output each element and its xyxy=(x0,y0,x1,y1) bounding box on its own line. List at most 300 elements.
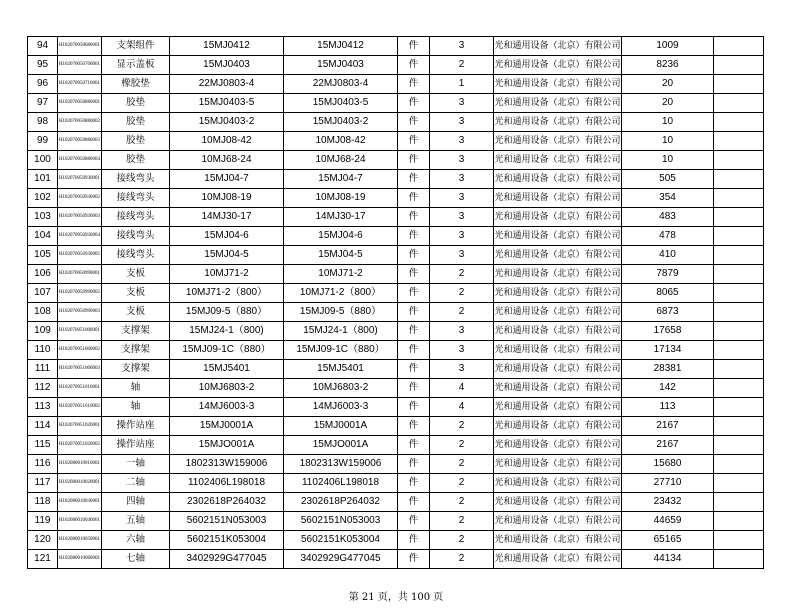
material-code-cell: H102070050700001 xyxy=(58,56,102,75)
unit-cell: 件 xyxy=(398,227,430,246)
note-cell xyxy=(714,512,764,531)
table-row xyxy=(28,398,764,417)
item-name-cell: 五轴 xyxy=(102,512,170,531)
table-row xyxy=(28,132,764,151)
unit-cell: 件 xyxy=(398,151,430,170)
note-cell xyxy=(714,550,764,569)
drawing-number-cell: 15MJ09-1C（880） xyxy=(284,341,398,360)
note-cell xyxy=(714,56,764,75)
drawing-number-cell: 22MJ0803-4 xyxy=(284,75,398,94)
drawing-number-cell: 10MJ71-2 xyxy=(284,265,398,284)
table-row xyxy=(28,113,764,132)
row-number-cell: 109 xyxy=(28,322,58,341)
quantity-cell: 2 xyxy=(430,436,494,455)
unit-cell: 件 xyxy=(398,170,430,189)
material-code-cell: H102070050930003 xyxy=(58,208,102,227)
vendor-cell: 光和通用设备（北京）有限公司 xyxy=(494,417,622,436)
vendor-cell: 光和通用设备（北京）有限公司 xyxy=(494,474,622,493)
spec-cell: 10MJ08-19 xyxy=(170,189,284,208)
table-row xyxy=(28,531,764,550)
item-name-cell: 支撑架 xyxy=(102,360,170,379)
material-code-cell: H102070051000002 xyxy=(58,341,102,360)
vendor-cell: 光和通用设备（北京）有限公司 xyxy=(494,75,622,94)
unit-cell: 件 xyxy=(398,189,430,208)
unit-cell: 件 xyxy=(398,417,430,436)
table-row xyxy=(28,360,764,379)
spec-cell: 10MJ71-2 xyxy=(170,265,284,284)
item-name-cell: 二轴 xyxy=(102,474,170,493)
material-code-cell: H102070050990002 xyxy=(58,284,102,303)
material-code-cell: H102080010020001 xyxy=(58,474,102,493)
amount-cell: 17658 xyxy=(622,322,714,341)
row-number-cell: 99 xyxy=(28,132,58,151)
spec-cell: 10MJ08-42 xyxy=(170,132,284,151)
vendor-cell: 光和通用设备（北京）有限公司 xyxy=(494,227,622,246)
amount-cell: 478 xyxy=(622,227,714,246)
table-row xyxy=(28,512,764,531)
item-name-cell: 接线弯头 xyxy=(102,189,170,208)
drawing-number-cell: 15MJ0403 xyxy=(284,56,398,75)
material-code-cell: H102070051000001 xyxy=(58,322,102,341)
vendor-cell: 光和通用设备（北京）有限公司 xyxy=(494,265,622,284)
item-name-cell: 支撑架 xyxy=(102,341,170,360)
amount-cell: 6873 xyxy=(622,303,714,322)
note-cell xyxy=(714,474,764,493)
item-name-cell: 四轴 xyxy=(102,493,170,512)
item-name-cell: 支架组件 xyxy=(102,37,170,56)
item-name-cell: 轴 xyxy=(102,398,170,417)
unit-cell: 件 xyxy=(398,455,430,474)
row-number-cell: 97 xyxy=(28,94,58,113)
note-cell xyxy=(714,75,764,94)
table-row xyxy=(28,455,764,474)
vendor-cell: 光和通用设备（北京）有限公司 xyxy=(494,189,622,208)
spec-cell: 15MJO001A xyxy=(170,436,284,455)
amount-cell: 20 xyxy=(622,94,714,113)
quantity-cell: 4 xyxy=(430,379,494,398)
material-code-cell: H102080010050001 xyxy=(58,531,102,550)
row-number-cell: 96 xyxy=(28,75,58,94)
note-cell xyxy=(714,94,764,113)
item-name-cell: 橡胶垫 xyxy=(102,75,170,94)
table-row xyxy=(28,379,764,398)
item-name-cell: 七轴 xyxy=(102,550,170,569)
table-row xyxy=(28,189,764,208)
amount-cell: 113 xyxy=(622,398,714,417)
amount-cell: 44134 xyxy=(622,550,714,569)
item-name-cell: 操作站座 xyxy=(102,436,170,455)
item-name-cell: 胶垫 xyxy=(102,113,170,132)
quantity-cell: 3 xyxy=(430,189,494,208)
material-code-cell: H102070050990003 xyxy=(58,303,102,322)
amount-cell: 1009 xyxy=(622,37,714,56)
note-cell xyxy=(714,113,764,132)
note-cell xyxy=(714,37,764,56)
unit-cell: 件 xyxy=(398,303,430,322)
drawing-number-cell: 10MJ08-19 xyxy=(284,189,398,208)
vendor-cell: 光和通用设备（北京）有限公司 xyxy=(494,132,622,151)
unit-cell: 件 xyxy=(398,474,430,493)
amount-cell: 44659 xyxy=(622,512,714,531)
note-cell xyxy=(714,417,764,436)
amount-cell: 10 xyxy=(622,132,714,151)
material-code-cell: H102070051020002 xyxy=(58,436,102,455)
vendor-cell: 光和通用设备（北京）有限公司 xyxy=(494,37,622,56)
quantity-cell: 3 xyxy=(430,151,494,170)
vendor-cell: 光和通用设备（北京）有限公司 xyxy=(494,436,622,455)
row-number-cell: 116 xyxy=(28,455,58,474)
drawing-number-cell: 15MJ04-6 xyxy=(284,227,398,246)
item-name-cell: 显示盖板 xyxy=(102,56,170,75)
quantity-cell: 3 xyxy=(430,132,494,151)
note-cell xyxy=(714,455,764,474)
material-code-cell: H102070050930002 xyxy=(58,189,102,208)
quantity-cell: 3 xyxy=(430,341,494,360)
amount-cell: 10 xyxy=(622,151,714,170)
vendor-cell: 光和通用设备（北京）有限公司 xyxy=(494,398,622,417)
item-name-cell: 一轴 xyxy=(102,455,170,474)
row-number-cell: 112 xyxy=(28,379,58,398)
vendor-cell: 光和通用设备（北京）有限公司 xyxy=(494,170,622,189)
unit-cell: 件 xyxy=(398,113,430,132)
spec-cell: 3402929G477045 xyxy=(170,550,284,569)
row-number-cell: 107 xyxy=(28,284,58,303)
row-number-cell: 106 xyxy=(28,265,58,284)
drawing-number-cell: 14MJ30-17 xyxy=(284,208,398,227)
note-cell xyxy=(714,227,764,246)
spec-cell: 10MJ6803-2 xyxy=(170,379,284,398)
unit-cell: 件 xyxy=(398,550,430,569)
amount-cell: 483 xyxy=(622,208,714,227)
vendor-cell: 光和通用设备（北京）有限公司 xyxy=(494,94,622,113)
spec-cell: 14MJ30-17 xyxy=(170,208,284,227)
note-cell xyxy=(714,189,764,208)
table-row xyxy=(28,227,764,246)
quantity-cell: 3 xyxy=(430,170,494,189)
row-number-cell: 101 xyxy=(28,170,58,189)
note-cell xyxy=(714,246,764,265)
drawing-number-cell: 15MJ5401 xyxy=(284,360,398,379)
page-footer: 第 21 页，共 100 页 xyxy=(348,592,444,603)
drawing-number-cell: 15MJ04-5 xyxy=(284,246,398,265)
item-name-cell: 接线弯头 xyxy=(102,208,170,227)
material-code-cell: H102070051010002 xyxy=(58,398,102,417)
row-number-cell: 115 xyxy=(28,436,58,455)
note-cell xyxy=(714,284,764,303)
row-number-cell: 118 xyxy=(28,493,58,512)
drawing-number-cell: 3402929G477045 xyxy=(284,550,398,569)
quantity-cell: 2 xyxy=(430,531,494,550)
vendor-cell: 光和通用设备（北京）有限公司 xyxy=(494,303,622,322)
material-code-cell: H102070050930001 xyxy=(58,170,102,189)
table-row xyxy=(28,436,764,455)
unit-cell: 件 xyxy=(398,208,430,227)
amount-cell: 410 xyxy=(622,246,714,265)
drawing-number-cell: 2302618P264032 xyxy=(284,493,398,512)
quantity-cell: 2 xyxy=(430,303,494,322)
note-cell xyxy=(714,265,764,284)
item-name-cell: 六轴 xyxy=(102,531,170,550)
spec-cell: 15MJ0412 xyxy=(170,37,284,56)
quantity-cell: 3 xyxy=(430,208,494,227)
vendor-cell: 光和通用设备（北京）有限公司 xyxy=(494,360,622,379)
table-row xyxy=(28,56,764,75)
row-number-cell: 103 xyxy=(28,208,58,227)
item-name-cell: 胶垫 xyxy=(102,94,170,113)
amount-cell: 7879 xyxy=(622,265,714,284)
quantity-cell: 3 xyxy=(430,360,494,379)
table-row xyxy=(28,322,764,341)
amount-cell: 354 xyxy=(622,189,714,208)
note-cell xyxy=(714,132,764,151)
note-cell xyxy=(714,493,764,512)
quantity-cell: 3 xyxy=(430,113,494,132)
spec-cell: 1102406L198018 xyxy=(170,474,284,493)
quantity-cell: 3 xyxy=(430,322,494,341)
table-row xyxy=(28,284,764,303)
row-number-cell: 110 xyxy=(28,341,58,360)
drawing-number-cell: 5602151N053003 xyxy=(284,512,398,531)
drawing-number-cell: 5602151K053004 xyxy=(284,531,398,550)
row-number-cell: 98 xyxy=(28,113,58,132)
unit-cell: 件 xyxy=(398,94,430,113)
unit-cell: 件 xyxy=(398,379,430,398)
amount-cell: 15680 xyxy=(622,455,714,474)
note-cell xyxy=(714,398,764,417)
quantity-cell: 2 xyxy=(430,265,494,284)
drawing-number-cell: 15MJO001A xyxy=(284,436,398,455)
drawing-number-cell: 15MJ0412 xyxy=(284,37,398,56)
table-row xyxy=(28,94,764,113)
row-number-cell: 95 xyxy=(28,56,58,75)
inventory-table xyxy=(27,36,764,569)
spec-cell: 15MJ04-5 xyxy=(170,246,284,265)
quantity-cell: 3 xyxy=(430,94,494,113)
quantity-cell: 2 xyxy=(430,493,494,512)
vendor-cell: 光和通用设备（北京）有限公司 xyxy=(494,493,622,512)
unit-cell: 件 xyxy=(398,398,430,417)
spec-cell: 15MJ24-1（800) xyxy=(170,322,284,341)
note-cell xyxy=(714,341,764,360)
spec-cell: 1802313W159006 xyxy=(170,455,284,474)
note-cell xyxy=(714,436,764,455)
material-code-cell: H102080010030001 xyxy=(58,493,102,512)
material-code-cell: H102080010010001 xyxy=(58,455,102,474)
quantity-cell: 3 xyxy=(430,246,494,265)
unit-cell: 件 xyxy=(398,246,430,265)
table-row xyxy=(28,303,764,322)
quantity-cell: 4 xyxy=(430,398,494,417)
drawing-number-cell: 10MJ68-24 xyxy=(284,151,398,170)
amount-cell: 27710 xyxy=(622,474,714,493)
table-body xyxy=(28,37,764,569)
amount-cell: 2167 xyxy=(622,436,714,455)
note-cell xyxy=(714,170,764,189)
table-row xyxy=(28,37,764,56)
material-code-cell: H102070050880003 xyxy=(58,132,102,151)
amount-cell: 8065 xyxy=(622,284,714,303)
quantity-cell: 1 xyxy=(430,75,494,94)
vendor-cell: 光和通用设备（北京）有限公司 xyxy=(494,208,622,227)
material-code-cell: H102080010040001 xyxy=(58,512,102,531)
vendor-cell: 光和通用设备（北京）有限公司 xyxy=(494,246,622,265)
item-name-cell: 操作站座 xyxy=(102,417,170,436)
material-code-cell: H102070050710001 xyxy=(58,75,102,94)
row-number-cell: 94 xyxy=(28,37,58,56)
drawing-number-cell: 15MJ0403-2 xyxy=(284,113,398,132)
note-cell xyxy=(714,303,764,322)
row-number-cell: 113 xyxy=(28,398,58,417)
vendor-cell: 光和通用设备（北京）有限公司 xyxy=(494,113,622,132)
drawing-number-cell: 14MJ6003-3 xyxy=(284,398,398,417)
vendor-cell: 光和通用设备（北京）有限公司 xyxy=(494,531,622,550)
amount-cell: 65165 xyxy=(622,531,714,550)
spec-cell: 5602151K053004 xyxy=(170,531,284,550)
material-code-cell: H102070051010001 xyxy=(58,379,102,398)
quantity-cell: 2 xyxy=(430,455,494,474)
vendor-cell: 光和通用设备（北京）有限公司 xyxy=(494,455,622,474)
note-cell xyxy=(714,531,764,550)
vendor-cell: 光和通用设备（北京）有限公司 xyxy=(494,379,622,398)
row-number-cell: 100 xyxy=(28,151,58,170)
note-cell xyxy=(714,208,764,227)
spec-cell: 15MJ0403 xyxy=(170,56,284,75)
amount-cell: 2167 xyxy=(622,417,714,436)
quantity-cell: 2 xyxy=(430,284,494,303)
table-row xyxy=(28,265,764,284)
unit-cell: 件 xyxy=(398,512,430,531)
row-number-cell: 104 xyxy=(28,227,58,246)
spec-cell: 22MJ0803-4 xyxy=(170,75,284,94)
material-code-cell: H102070050990001 xyxy=(58,265,102,284)
note-cell xyxy=(714,360,764,379)
table-row xyxy=(28,75,764,94)
unit-cell: 件 xyxy=(398,132,430,151)
drawing-number-cell: 10MJ6803-2 xyxy=(284,379,398,398)
row-number-cell: 119 xyxy=(28,512,58,531)
quantity-cell: 2 xyxy=(430,417,494,436)
amount-cell: 505 xyxy=(622,170,714,189)
spec-cell: 14MJ6003-3 xyxy=(170,398,284,417)
row-number-cell: 114 xyxy=(28,417,58,436)
material-code-cell: H102070050930004 xyxy=(58,227,102,246)
spec-cell: 15MJ0403-5 xyxy=(170,94,284,113)
table-row xyxy=(28,246,764,265)
spec-cell: 10MJ68-24 xyxy=(170,151,284,170)
unit-cell: 件 xyxy=(398,37,430,56)
unit-cell: 件 xyxy=(398,75,430,94)
drawing-number-cell: 1802313W159006 xyxy=(284,455,398,474)
item-name-cell: 支板 xyxy=(102,265,170,284)
item-name-cell: 接线弯头 xyxy=(102,227,170,246)
note-cell xyxy=(714,379,764,398)
quantity-cell: 3 xyxy=(430,227,494,246)
amount-cell: 20 xyxy=(622,75,714,94)
quantity-cell: 2 xyxy=(430,550,494,569)
spec-cell: 2302618P264032 xyxy=(170,493,284,512)
unit-cell: 件 xyxy=(398,265,430,284)
row-number-cell: 117 xyxy=(28,474,58,493)
drawing-number-cell: 15MJ09-5（880） xyxy=(284,303,398,322)
table-row xyxy=(28,170,764,189)
row-number-cell: 108 xyxy=(28,303,58,322)
quantity-cell: 2 xyxy=(430,56,494,75)
drawing-number-cell: 10MJ08-42 xyxy=(284,132,398,151)
spec-cell: 15MJ5401 xyxy=(170,360,284,379)
amount-cell: 28381 xyxy=(622,360,714,379)
table-row xyxy=(28,208,764,227)
item-name-cell: 接线弯头 xyxy=(102,246,170,265)
spec-cell: 5602151N053003 xyxy=(170,512,284,531)
drawing-number-cell: 15MJ24-1（800) xyxy=(284,322,398,341)
spec-cell: 15MJ09-1C（880） xyxy=(170,341,284,360)
drawing-number-cell: 10MJ71-2（800） xyxy=(284,284,398,303)
item-name-cell: 胶垫 xyxy=(102,132,170,151)
unit-cell: 件 xyxy=(398,360,430,379)
material-code-cell: H102070050880002 xyxy=(58,113,102,132)
material-code-cell: H102080010060001 xyxy=(58,550,102,569)
material-code-cell: H102070050930005 xyxy=(58,246,102,265)
drawing-number-cell: 15MJ0001A xyxy=(284,417,398,436)
amount-cell: 142 xyxy=(622,379,714,398)
drawing-number-cell: 15MJ04-7 xyxy=(284,170,398,189)
unit-cell: 件 xyxy=(398,284,430,303)
quantity-cell: 3 xyxy=(430,37,494,56)
row-number-cell: 121 xyxy=(28,550,58,569)
item-name-cell: 支板 xyxy=(102,284,170,303)
vendor-cell: 光和通用设备（北京）有限公司 xyxy=(494,550,622,569)
spec-cell: 15MJ0001A xyxy=(170,417,284,436)
vendor-cell: 光和通用设备（北京）有限公司 xyxy=(494,56,622,75)
material-code-cell: H102070051000003 xyxy=(58,360,102,379)
material-code-cell: H102070050880001 xyxy=(58,94,102,113)
table-row xyxy=(28,341,764,360)
row-number-cell: 120 xyxy=(28,531,58,550)
spec-cell: 15MJ04-6 xyxy=(170,227,284,246)
unit-cell: 件 xyxy=(398,436,430,455)
table-row xyxy=(28,151,764,170)
quantity-cell: 2 xyxy=(430,474,494,493)
row-number-cell: 105 xyxy=(28,246,58,265)
amount-cell: 8236 xyxy=(622,56,714,75)
table-row xyxy=(28,493,764,512)
material-code-cell: H102070050680001 xyxy=(58,37,102,56)
item-name-cell: 轴 xyxy=(102,379,170,398)
amount-cell: 17134 xyxy=(622,341,714,360)
item-name-cell: 接线弯头 xyxy=(102,170,170,189)
unit-cell: 件 xyxy=(398,322,430,341)
vendor-cell: 光和通用设备（北京）有限公司 xyxy=(494,151,622,170)
unit-cell: 件 xyxy=(398,341,430,360)
item-name-cell: 胶垫 xyxy=(102,151,170,170)
vendor-cell: 光和通用设备（北京）有限公司 xyxy=(494,284,622,303)
spec-cell: 15MJ09-5（880） xyxy=(170,303,284,322)
row-number-cell: 102 xyxy=(28,189,58,208)
table-row xyxy=(28,417,764,436)
vendor-cell: 光和通用设备（北京）有限公司 xyxy=(494,512,622,531)
note-cell xyxy=(714,322,764,341)
note-cell xyxy=(714,151,764,170)
spec-cell: 15MJ0403-2 xyxy=(170,113,284,132)
drawing-number-cell: 1102406L198018 xyxy=(284,474,398,493)
amount-cell: 23432 xyxy=(622,493,714,512)
unit-cell: 件 xyxy=(398,493,430,512)
vendor-cell: 光和通用设备（北京）有限公司 xyxy=(494,341,622,360)
table-row xyxy=(28,474,764,493)
item-name-cell: 支撑架 xyxy=(102,322,170,341)
amount-cell: 10 xyxy=(622,113,714,132)
material-code-cell: H102070051020001 xyxy=(58,417,102,436)
